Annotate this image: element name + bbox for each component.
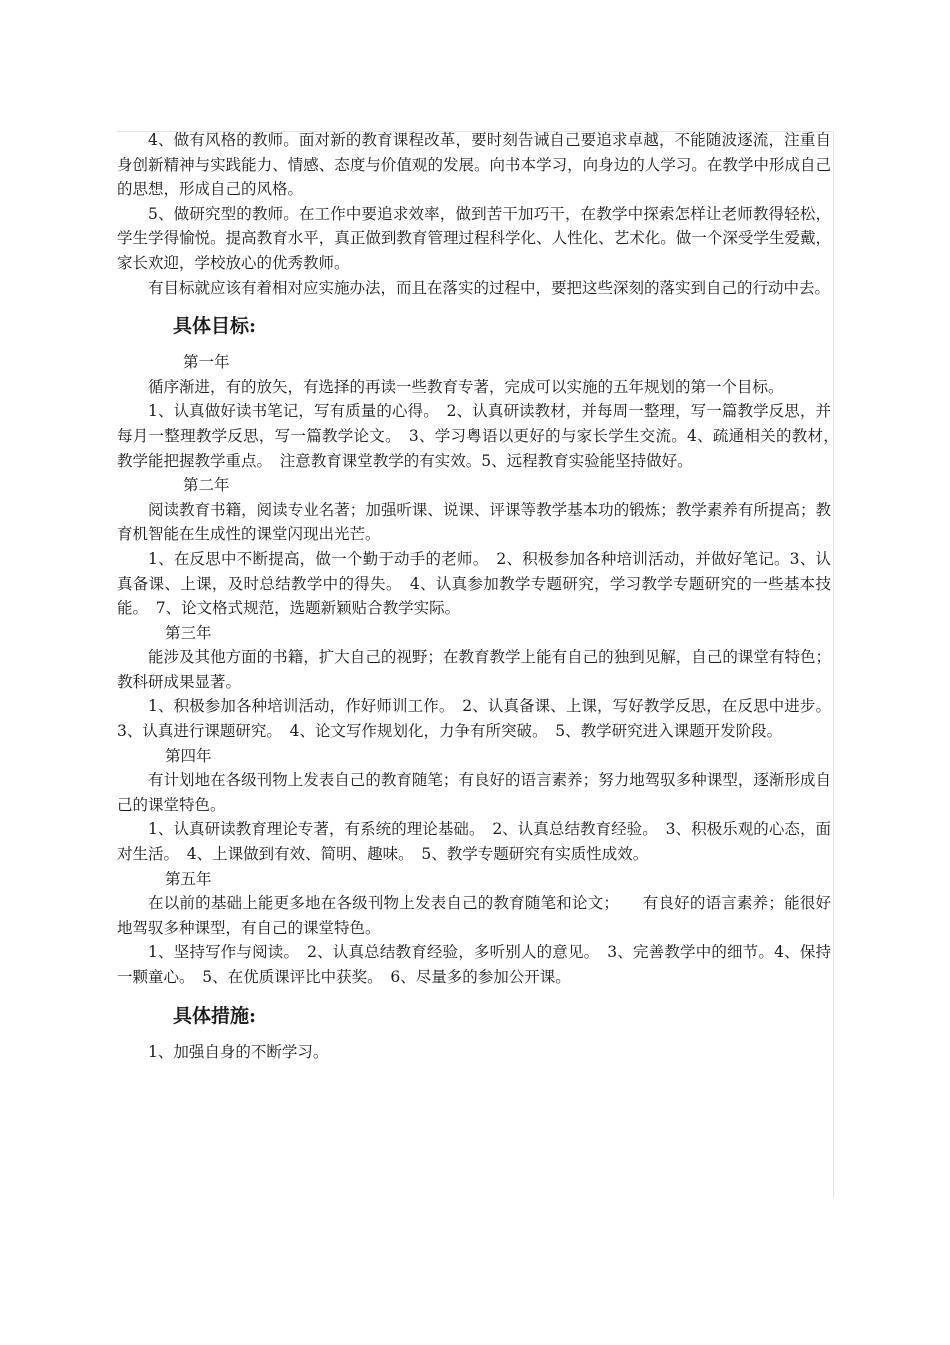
year-1-summary: 循序渐进，有的放矢，有选择的再读一些教育专著，完成可以实施的五年规划的第一个目标。 (148, 377, 784, 396)
year-5-details: 1、坚持写作与阅读。 2、认真总结教育经验，多听别人的意见。 3、完善教学中的细节。4、保持一颗童心。 5、在优质课评比中获奖。 6、尽量多的参加公开课。 (117, 943, 831, 986)
paragraph-style-teacher: 4、做有风格的教师。面对新的教育课程改革，要时刻告诫自己要追求卓越，不能随波逐流，注重自身创新精神与实践能力、情感、态度与价值观的发展。向书本学习，向身边的人学习。在教学中形成自己的思想，形成自己的风格。 (117, 131, 831, 199)
year-5-title: 第五年 (165, 869, 212, 888)
document-body (117, 128, 847, 1064)
measures-heading: 具体措施: (173, 1004, 257, 1027)
goals-heading: 具体目标: (173, 315, 257, 338)
year-1-title: 第一年 (183, 353, 230, 372)
year-4-summary: 有计划地在各级刊物上发表自己的教育随笔；有良好的语言素养；努力地驾驭多种课型，逐渐形成自己的课堂特色。 (117, 771, 831, 814)
year-3-details: 1、积极参加各种培训活动，作好师训工作。 2、认真备课、上课，写好教学反思，在反思中进步。3、认真进行课题研究。 4、论文写作规划化，力争有所突破。 5、教学研究进入课题开发阶段。 (117, 697, 831, 741)
year-3-title: 第三年 (165, 623, 212, 642)
year-5-summary: 在以前的基础上能更多地在各级刊物上发表自己的教育随笔和论文； 有良好的语言素养；能很好地驾驭多种课型，有自己的课堂特色。 (117, 894, 831, 937)
year-1-details: 1、认真做好读书笔记，写有质量的心得。 2、认真研读教材，并每周一整理，写一篇教学反思，并每月一整理教学反思，写一篇教学论文。 3、学习粤语以更好的与家长学生交流。4、疏通相关的教材， 教学能把握教学重点。 注意教育课堂教学的有实效。5、远程教育实验能坚持做好。 (117, 402, 847, 470)
measure-item: 1、加强自身的不断学习。 (148, 1042, 329, 1061)
paragraph-implementation: 有目标就应该有着相对应实施办法，而且在落实的过程中，要把这些深刻的落实到自己的行动中去。 (148, 278, 831, 297)
year-4-title: 第四年 (165, 746, 212, 765)
paragraph-research-teacher: 5、做研究型的教师。在工作中要追求效率，做到苦干加巧干，在教学中探索怎样让老师教得轻松，学生学得愉悦。提高教育水平，真正做到教育管理过程科学化、人性化、艺术化。做一个深受学生爱戴，家长欢迎，学校放心的优秀教师。 (117, 204, 831, 272)
year-4-details: 1、认真研读教育理论专著，有系统的理论基础。 2、认真总结教育经验。 3、积极乐观的心态，面对生活。 4、上课做到有效、简明、趣味。 5、教学专题研究有实质性成效。 (117, 820, 831, 864)
year-3-summary: 能涉及其他方面的书籍，扩大自己的视野；在教育教学上能有自己的独到见解，自己的课堂有特色；教科研成果显著。 (117, 648, 831, 691)
year-2-title: 第二年 (183, 476, 230, 495)
year-2-summary: 阅读教育书籍，阅读专业名著；加强听课、说课、评课等教学基本功的锻炼；教学素养有所提高；教育机智能在生成性的课堂闪现出光芒。 (117, 500, 831, 544)
year-2-details: 1、在反思中不断提高，做一个勤于动手的老师。 2、积极参加各种培训活动，并做好笔记。3、认真备课、上课，及时总结教学中的得失。 4、认真参加教学专题研究，学习教学专题研究的一些基本技能。 7、论文格式规范，选题新颖贴合教学实际。 (117, 549, 831, 618)
